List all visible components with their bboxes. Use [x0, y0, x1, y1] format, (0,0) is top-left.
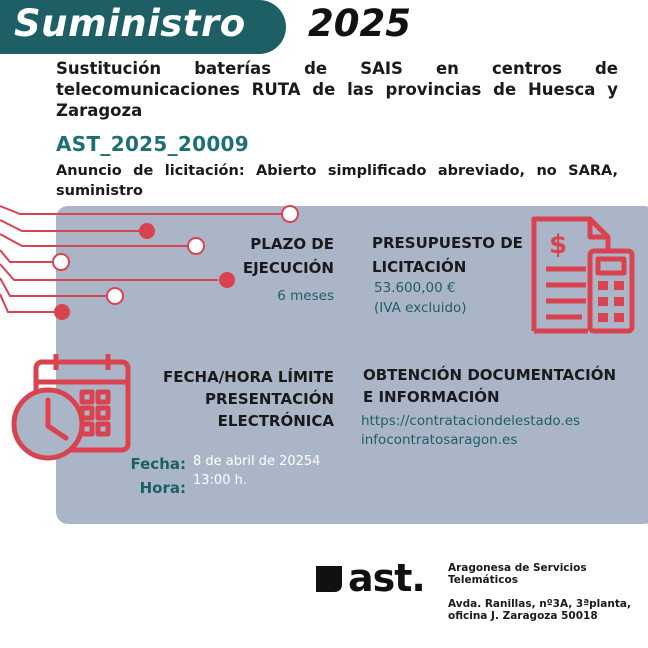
- calendar-clock-icon: [10, 350, 134, 468]
- hora-value: 13:00 h.: [193, 473, 247, 488]
- org-address-line1: Avda. Ranillas, nº3A, 3ªplanta,: [448, 598, 631, 610]
- plazo-label: [210, 232, 334, 280]
- svg-text:$: $: [548, 230, 568, 260]
- plazo-value: 6 meses: [277, 288, 334, 304]
- org-name-line1: Aragonesa de Servicios: [448, 562, 587, 574]
- header-word: Suministro: [14, 2, 246, 45]
- ast-logo-text: ast.: [348, 556, 425, 600]
- obtencion-label: [363, 364, 645, 408]
- tender-code: AST_2025_20009: [56, 132, 249, 156]
- presupuesto-amount: 53.600,00 €: [374, 280, 456, 296]
- announcement-text: Anuncio de licitación: Abierto simplificado abreviado, no SARA, suministro: [56, 163, 618, 199]
- obtencion-label-line1: OBTENCIÓN DOCUMENTACIÓN: [363, 366, 617, 384]
- budget-calculator-icon: [530, 213, 636, 337]
- header-year: 2025: [308, 2, 411, 45]
- plazo-label-line1: PLAZO DE: [250, 235, 334, 253]
- presupuesto-label-line1: PRESUPUESTO DE: [372, 234, 523, 252]
- ast-logo-icon: [312, 562, 346, 596]
- org-name-line2: Telemáticos: [448, 574, 518, 586]
- presupuesto-value: [374, 278, 467, 318]
- obtencion-label-line2: E INFORMACIÓN: [363, 388, 500, 406]
- fecha-value: 8 de abril de 20254: [193, 454, 321, 469]
- plazo-label-line2: EJECUCIÓN: [242, 259, 334, 277]
- org-address-line2: oficina J. Zaragoza 50018: [448, 610, 598, 622]
- tender-title: Sustitución baterías de SAIS en centros de telecomunicaciones RUTA de las provincias de Huesca y Zaragoza: [56, 59, 618, 120]
- infocontratos-link[interactable]: infocontratosaragon.es: [361, 432, 518, 448]
- fecha-limite-line3: ELECTRÓNICA: [217, 412, 334, 430]
- fecha-limite-line1: FECHA/HORA LÍMITE: [163, 368, 334, 386]
- fecha-limite-label: [150, 366, 334, 432]
- org-name: [448, 562, 638, 586]
- presupuesto-note: (IVA excluido): [374, 300, 467, 316]
- fecha-key: Fecha:: [130, 455, 186, 473]
- hora-key: Hora:: [139, 479, 186, 497]
- org-address: [448, 598, 648, 622]
- presupuesto-label-line2: LICITACIÓN: [372, 258, 467, 276]
- contratacion-link[interactable]: https://contrataciondelestado.es: [361, 413, 581, 429]
- fecha-limite-line2: PRESENTACIÓN: [205, 390, 334, 408]
- presupuesto-label: [372, 231, 542, 279]
